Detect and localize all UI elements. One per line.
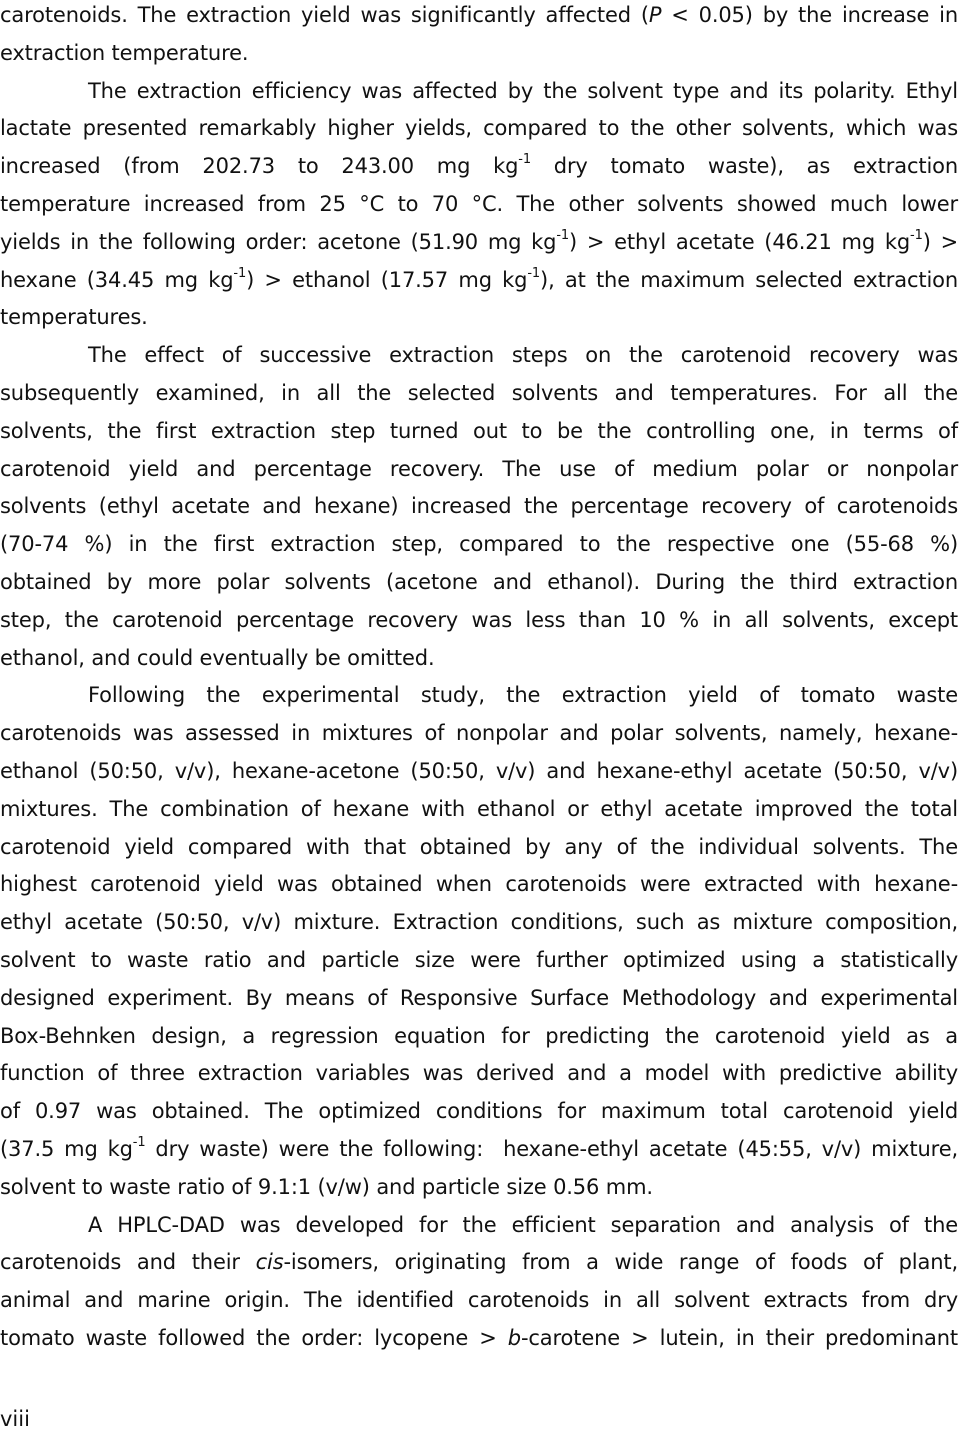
text-line xyxy=(0,529,958,559)
text-segment: carotenoids. The extraction yield was significantly affected ( xyxy=(0,3,649,27)
text-segment: solvent to waste ratio of 9.1:1 (v/w) and particle size 0.56 mm. xyxy=(0,1174,653,1199)
text-segment: increased (from 202.73 to 243.00 mg kg xyxy=(0,154,519,179)
text-line xyxy=(0,1096,958,1126)
text-line xyxy=(0,454,958,484)
text-line xyxy=(88,680,958,710)
text-segment: The extraction efficiency was affected by the solvent type and its polarity. Ethyl xyxy=(88,78,958,103)
text-line xyxy=(0,907,958,937)
text-segment: ethanol (50:50, v/v), hexane-acetone (50:50, v/v) and hexane-ethyl acetate (50:50, v/v) xyxy=(0,759,958,783)
text-line xyxy=(0,983,958,1013)
text-segment: mixtures. The combination of hexane with ethanol or ethyl acetate improved the total xyxy=(0,796,958,821)
text-segment: (70-74 %) in the first extraction step, compared to the respective one (55-68 %) xyxy=(0,532,958,557)
text-segment: ethanol, and could eventually be omitted. xyxy=(0,645,435,670)
italic-text: P xyxy=(648,3,662,27)
text-line xyxy=(0,832,958,862)
text-segment: carotenoid yield compared with that obtained by any of the individual solvents. The xyxy=(0,834,958,859)
text-line xyxy=(0,1247,958,1277)
text-segment: solvent to waste ratio and particle size were further optimized using a statistically xyxy=(0,948,958,972)
text-line xyxy=(88,1210,958,1240)
text-line xyxy=(0,491,958,521)
text-segment: The effect of successive extraction steps on the carotenoid recovery was xyxy=(88,343,958,368)
italic-text: cis xyxy=(255,1250,284,1275)
text-segment: temperature increased from 25 °C to 70 °C. The other solvents showed much lower xyxy=(0,192,958,216)
text-line xyxy=(0,378,958,408)
text-segment: carotenoids was assessed in mixtures of nonpolar and polar solvents, namely, hexane- xyxy=(0,721,958,746)
text-line xyxy=(0,756,958,786)
text-segment: designed experiment. By means of Responsive Surface Methodology and experimental xyxy=(0,985,958,1010)
page-number: viii xyxy=(0,1407,30,1431)
text-segment: extraction temperature. xyxy=(0,40,249,65)
text-line xyxy=(0,1172,958,1202)
text-segment: animal and marine origin. The identified carotenoids in all solvent extracts from dry xyxy=(0,1288,958,1313)
text-segment: Box-Behnken design, a regression equation for predicting the carotenoid yield as a xyxy=(0,1023,958,1048)
text-segment: hexane (34.45 mg kg xyxy=(0,267,234,292)
text-line xyxy=(0,227,958,257)
text-segment: dry tomato waste), as extraction xyxy=(530,154,958,179)
superscript: -1 xyxy=(910,227,923,243)
text-segment: ) > xyxy=(922,229,959,254)
text-line xyxy=(0,189,958,219)
text-line xyxy=(88,76,958,106)
text-line xyxy=(0,151,958,181)
text-line xyxy=(0,1021,958,1051)
text-line xyxy=(0,567,958,597)
text-line xyxy=(0,1134,958,1164)
superscript: -1 xyxy=(518,152,531,168)
text-segment: step, the carotenoid percentage recovery was less than 10 % in all solvents, except xyxy=(0,607,958,632)
text-segment: lactate presented remarkably higher yields, compared to the other solvents, which was xyxy=(0,116,958,141)
text-line xyxy=(0,416,958,446)
text-segment: obtained by more polar solvents (acetone and ethanol). During the third extraction xyxy=(0,570,958,594)
text-segment: dry waste) were the following: hexane-ethyl acetate (45:55, v/v) mixture, xyxy=(145,1137,958,1161)
text-line xyxy=(0,1285,958,1315)
text-segment: (37.5 mg kg xyxy=(0,1137,133,1161)
text-segment: of 0.97 was obtained. The optimized conditions for maximum total carotenoid yield xyxy=(0,1099,958,1124)
text-line xyxy=(0,113,958,143)
superscript: -1 xyxy=(527,265,541,281)
text-segment: carotenoids and their xyxy=(0,1250,256,1275)
text-line xyxy=(0,265,958,295)
italic-text: b xyxy=(507,1326,521,1350)
text-segment: -carotene > lutein, in their predominant xyxy=(520,1326,958,1350)
text-segment: Following the experimental study, the extraction yield of tomato waste xyxy=(88,683,958,708)
text-line xyxy=(0,0,958,30)
text-segment: ), at the maximum selected extraction xyxy=(540,267,959,292)
text-line xyxy=(0,38,958,68)
text-segment: solvents (ethyl acetate and hexane) increased the percentage recovery of carotenoids xyxy=(0,494,958,519)
text-segment: highest carotenoid yield was obtained when carotenoids were extracted with hexane- xyxy=(0,872,958,897)
text-segment: solvents, the first extraction step turned out to be the controlling one, in terms of xyxy=(0,418,958,443)
superscript: -1 xyxy=(556,227,570,243)
text-line xyxy=(0,302,958,332)
text-segment: ) > ethyl acetate (46.21 mg kg xyxy=(569,229,911,254)
text-segment: yields in the following order: acetone (51.90 mg kg xyxy=(0,229,557,254)
text-segment: temperatures. xyxy=(0,305,148,330)
text-line xyxy=(0,945,958,975)
text-segment: tomato waste followed the order: lycopene > xyxy=(0,1326,508,1350)
text-line xyxy=(0,605,958,635)
text-segment: ethyl acetate (50:50, v/v) mixture. Extraction conditions, such as mixture composition, xyxy=(0,910,958,935)
text-line xyxy=(0,643,958,673)
text-line xyxy=(0,1323,958,1353)
text-segment: function of three extraction variables was derived and a model with predictive ability xyxy=(0,1061,958,1086)
text-line xyxy=(0,1058,958,1088)
text-line xyxy=(0,794,958,824)
text-segment: carotenoid yield and percentage recovery. The use of medium polar or nonpolar xyxy=(0,456,958,481)
text-segment: < 0.05) by the increase in xyxy=(661,3,958,27)
text-line xyxy=(88,340,958,370)
text-line xyxy=(0,718,958,748)
text-segment: subsequently examined, in all the selected solvents and temperatures. For all the xyxy=(0,381,958,405)
text-line xyxy=(0,869,958,899)
text-segment: -isomers, originating from a wide range of foods of plant, xyxy=(283,1250,958,1275)
text-segment: A HPLC-DAD was developed for the efficient separation and analysis of the xyxy=(88,1212,958,1237)
superscript: -1 xyxy=(132,1135,146,1150)
text-segment: ) > ethanol (17.57 mg kg xyxy=(246,267,528,292)
superscript: -1 xyxy=(233,265,247,281)
